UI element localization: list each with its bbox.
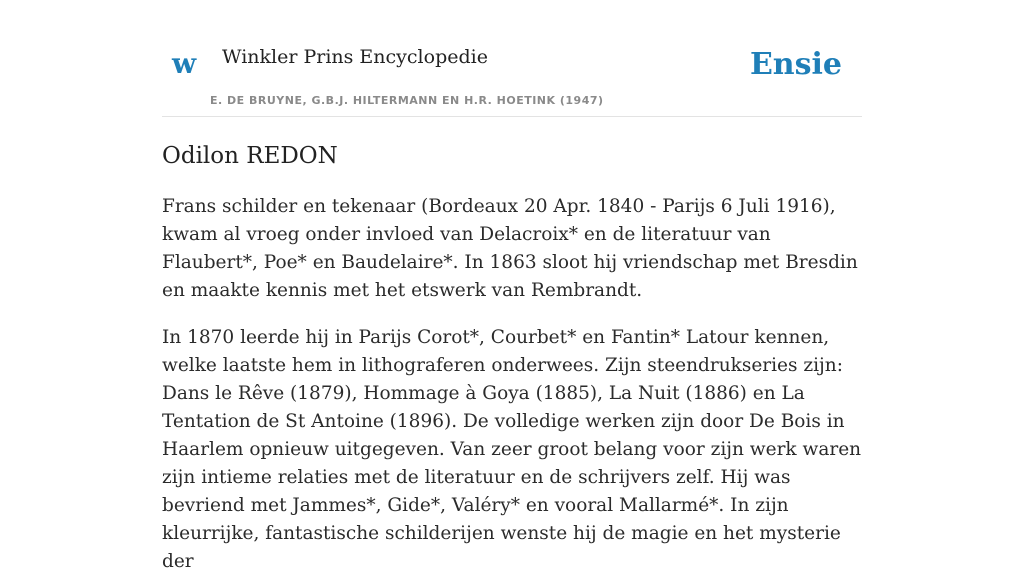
source-authors: E. DE BRUYNE, G.B.J. HILTERMANN EN H.R. HOETINK (1947) <box>210 94 604 107</box>
article-paragraph: In 1870 leerde hij in Parijs Corot*, Courbet* en Fantin* Latour kennen, welke laatste hem in lithograferen onderwees. Zijn steendrukseries zijn: Dans le Rêve (1879), Hommage à Goya (1885), La Nuit (1886) en La Tentation de St Antoine (1896). De volledige werken zijn door De Bois in Haarlem opnieuw uitgegeven. Van zeer groot belang voor zijn werk waren zijn intieme relaties met de literatuur en de schrijvers zelf. Hij was bevriend met Jammes*, Gide*, Valéry* en vooral Mallarmé*. In zijn kleurrijke, fantastische schilderijen wenste hij de magie en het mysterie der <box>162 326 862 572</box>
brand-logo[interactable]: Ensie <box>749 47 842 82</box>
page <box>162 0 862 576</box>
article-paragraph: Frans schilder en tekenaar (Bordeaux 20 Apr. 1840 - Parijs 6 Juli 1916), kwam al vroeg onder invloed van Delacroix* en de literatuur van Flaubert*, Poe* en Baudelaire*. In 1863 sloot hij vriendschap met Bresdin en maakte kennis met het etswerk van Rembrandt. <box>162 195 858 301</box>
site-title[interactable]: Winkler Prins Encyclopedie <box>222 46 488 68</box>
article-title: Odilon REDON <box>162 143 338 169</box>
site-header <box>162 0 862 117</box>
site-logo-icon[interactable]: w <box>172 47 197 80</box>
